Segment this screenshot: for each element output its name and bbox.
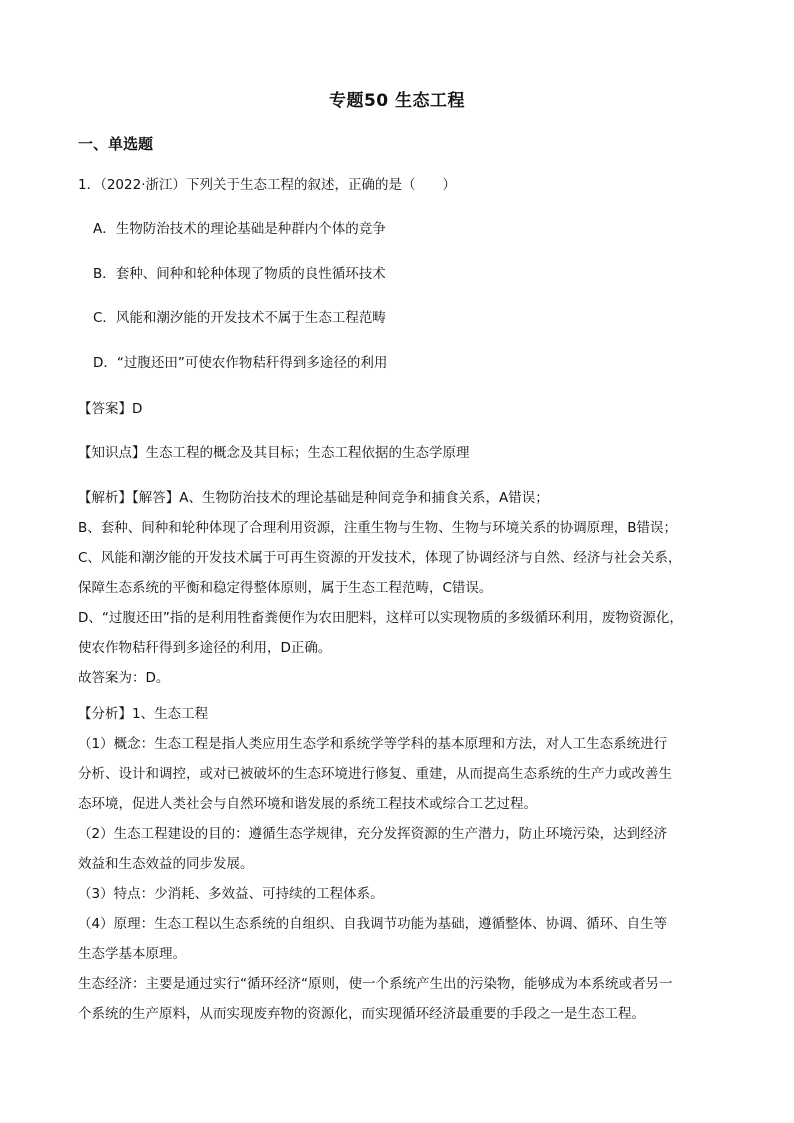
question-stem: 1．（2022·浙江）下列关于生态工程的叙述，正确的是（ ） bbox=[78, 177, 456, 193]
answer-line: 【答案】D bbox=[78, 401, 143, 417]
analysis-line: 生态学基本原理。 bbox=[78, 946, 186, 962]
analysis-line: （4）原理：生态工程以生态系统的自组织、自我调节功能为基础，遵循整体、协调、循环、自生等 bbox=[78, 916, 668, 932]
analysis-line: （2）生态工程建设的目的：遵循生态学规律，充分发挥资源的生产潜力，防止环境污染，达到经济 bbox=[78, 826, 668, 842]
explanation-line: B、套种、间种和轮种体现了合理利用资源，注重生物与生物、生物与环境关系的协调原理，B错误； bbox=[78, 520, 678, 536]
explanation-line: 保障生态系统的平衡和稳定得整体原则，属于生态工程范畴，C错误。 bbox=[78, 580, 493, 596]
explanation-block bbox=[78, 483, 728, 693]
analysis-line: （1）概念：生态工程是指人类应用生态学和系统学等学科的基本原理和方法，对人工生态系统进行 bbox=[78, 736, 668, 752]
analysis-line: 效益和生态效益的同步发展。 bbox=[78, 856, 254, 872]
analysis-line: 个系统的生产原料，从而实现废弃物的资源化，而实现循环经济最重要的手段之一是生态工程。 bbox=[78, 1006, 645, 1022]
explanation-line: 使农作物秸秆得到多途径的利用，D正确。 bbox=[78, 640, 332, 656]
option-c: C．风能和潮汐能的开发技术不属于生态工程范畴 bbox=[93, 310, 386, 326]
section-heading: 一、单选题 bbox=[78, 135, 154, 153]
explanation-line: C、风能和潮汐能的开发技术属于可再生资源的开发技术，体现了协调经济与自然、经济与社会关系， bbox=[78, 550, 682, 566]
analysis-block bbox=[78, 699, 728, 1029]
option-a: A．生物防治技术的理论基础是种群内个体的竞争 bbox=[93, 221, 386, 237]
explanation-line: 【解析】【解答】A、生物防治技术的理论基础是种间竞争和捕食关系，A错误； bbox=[78, 490, 549, 506]
explanation-line: 故答案为：D。 bbox=[78, 670, 170, 686]
knowledge-point-line: 【知识点】生态工程的概念及其目标；生态工程依据的生态学原理 bbox=[78, 445, 470, 461]
option-d: D．“过腹还田”可使农作物秸秆得到多途径的利用 bbox=[93, 355, 388, 371]
page-title: 专题50 生态工程 bbox=[328, 91, 466, 111]
analysis-line: 态环境，促进人类社会与自然环境和谐发展的系统工程技术或综合工艺过程。 bbox=[78, 796, 537, 812]
option-b: B．套种、间种和轮种体现了物质的良性循环技术 bbox=[93, 266, 386, 282]
analysis-line: 分析、设计和调控，或对已被破坏的生态环境进行修复、重建，从而提高生态系统的生产力或改善生 bbox=[78, 766, 672, 782]
analysis-line: 【分析】1、生态工程 bbox=[78, 706, 209, 722]
analysis-line: 生态经济：主要是通过实行“循环经济“原则，使一个系统产生出的污染物，能够成为本系统或者另一 bbox=[78, 976, 673, 992]
analysis-line: （3）特点：少消耗、多效益、可持续的工程体系。 bbox=[78, 886, 384, 902]
explanation-line: D、“过腹还田”指的是利用牲畜粪便作为农田肥料，这样可以实现物质的多级循环利用，废物资源化， bbox=[78, 610, 683, 626]
